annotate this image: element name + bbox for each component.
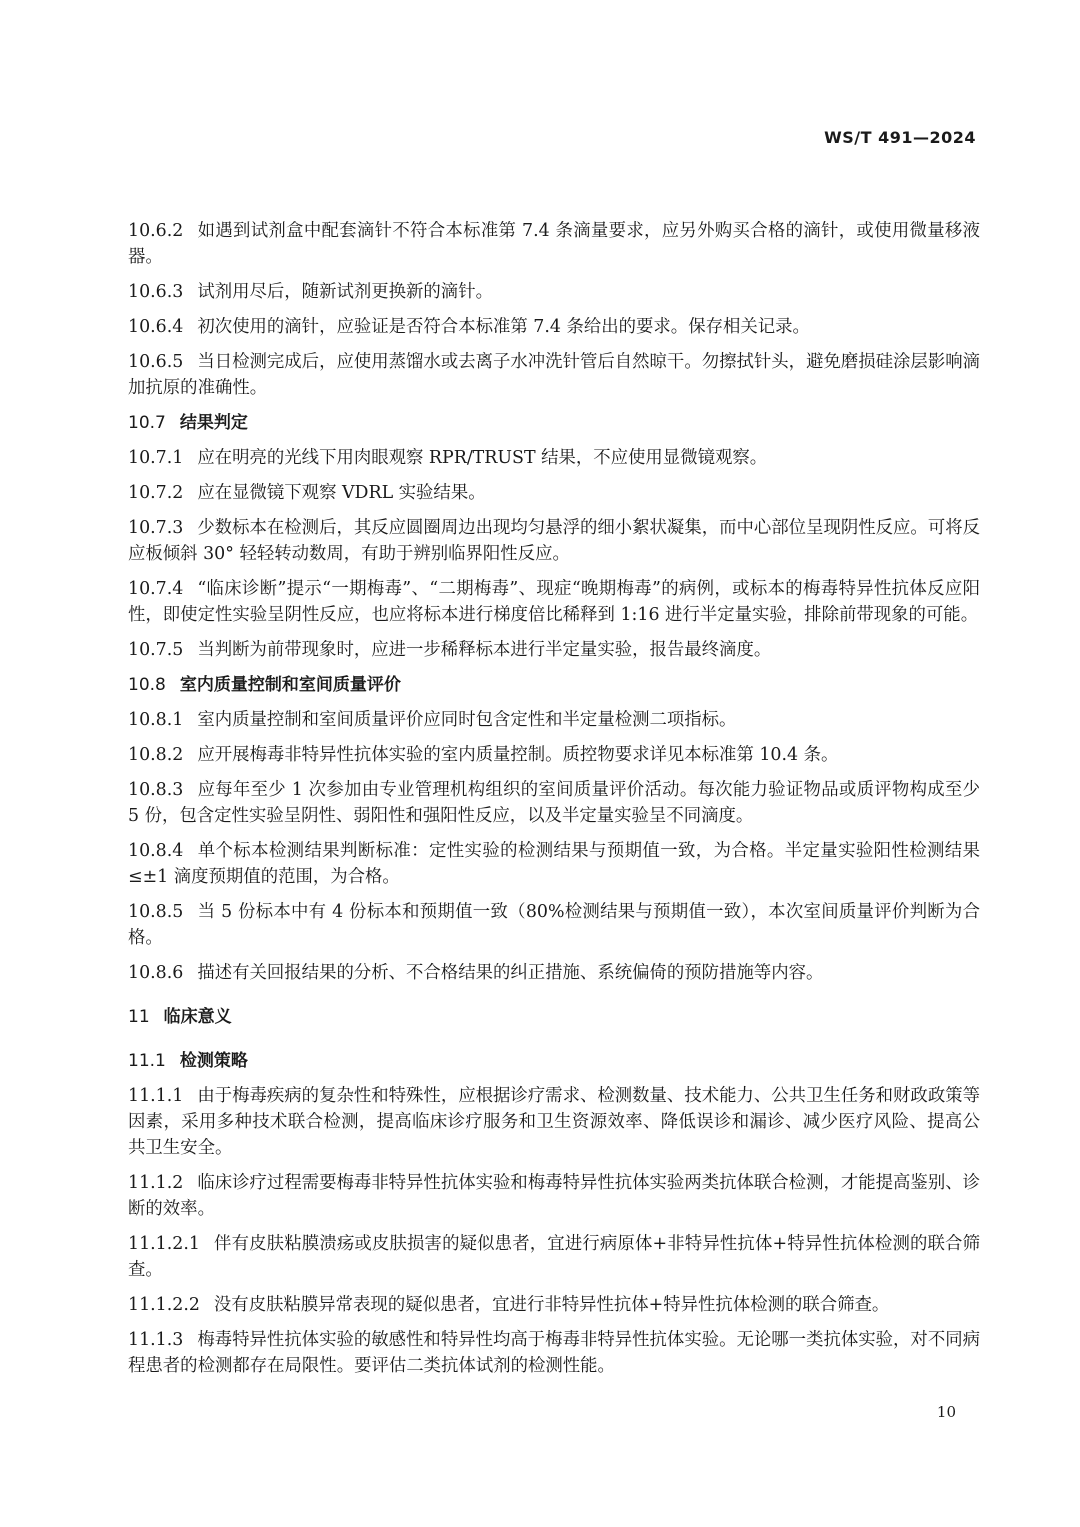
- paragraph: [128, 218, 980, 270]
- clause-text: 临床意义: [163, 1007, 232, 1027]
- clause-text: 如遇到试剂盒中配套滴针不符合本标准第 7.4 条滴量要求，应另外购买合格的滴针，或使用微量移液器。: [128, 221, 980, 267]
- clause-text: 梅毒特异性抗体实验的敏感性和特异性均高于梅毒非特异性抗体实验。无论哪一类抗体实验，对不同病程患者的检测都存在局限性。要评估二类抗体试剂的检测性能。: [128, 1330, 980, 1376]
- clause-text: 当判断为前带现象时，应进一步稀释标本进行半定量实验，报告最终滴度。: [197, 640, 772, 660]
- clause-text: 当 5 份标本中有 4 份标本和预期值一致（80%检测结果与预期值一致），本次室间质量评价判断为合格。: [128, 902, 980, 948]
- clause-number: 11.1.3: [128, 1330, 184, 1350]
- clause-number: 10.7.1: [128, 448, 184, 468]
- paragraph: [128, 314, 980, 340]
- paragraph: [128, 1170, 980, 1222]
- clause-text: 初次使用的滴针，应验证是否符合本标准第 7.4 条给出的要求。保存相关记录。: [197, 317, 810, 337]
- clause-number: 10.7: [128, 413, 166, 433]
- clause-text: 少数标本在检测后，其反应圆圈周边出现均匀悬浮的细小絮状凝集，而中心部位呈现阴性反应。可将反应板倾斜 30° 轻轻转动数周，有助于辨别临界阳性反应。: [128, 518, 980, 564]
- chapter-heading: [128, 1004, 980, 1030]
- clause-text: 应在显微镜下观察 VDRL 实验结果。: [197, 483, 486, 503]
- clause-number: 11.1.2.2: [128, 1295, 200, 1315]
- clause-number: 10.7.5: [128, 640, 184, 660]
- clause-text: 试剂用尽后，随新试剂更换新的滴针。: [197, 282, 493, 302]
- paragraph: [128, 480, 980, 506]
- clause-number: 10.6.3: [128, 282, 184, 302]
- section-heading: [128, 1048, 980, 1074]
- clause-number: 11.1.2: [128, 1173, 184, 1193]
- paragraph: [128, 515, 980, 567]
- paragraph: [128, 838, 980, 890]
- paragraph: [128, 279, 980, 305]
- clause-number: 10.8.5: [128, 902, 184, 922]
- paragraph: [128, 1327, 980, 1379]
- paragraph: [128, 742, 980, 768]
- paragraph: [128, 445, 980, 471]
- clause-text: 单个标本检测结果判断标准：定性实验的检测结果与预期值一致，为合格。半定量实验阳性检测结果≤±1 滴度预期值的范围，为合格。: [128, 841, 980, 887]
- clause-number: 10.6.2: [128, 221, 184, 241]
- clause-number: 10.8: [128, 675, 166, 695]
- paragraph: [128, 637, 980, 663]
- paragraph: [128, 1083, 980, 1161]
- paragraph: [128, 899, 980, 951]
- clause-text: 检测策略: [179, 1051, 248, 1071]
- clause-number: 10.8.3: [128, 780, 184, 800]
- clause-number: 10.8.2: [128, 745, 184, 765]
- page-number: 10: [936, 1403, 956, 1421]
- clause-number: 10.7.2: [128, 483, 184, 503]
- clause-text: 应开展梅毒非特异性抗体实验的室内质量控制。质控物要求详见本标准第 10.4 条。: [197, 745, 839, 765]
- clause-number: 10.7.3: [128, 518, 184, 538]
- clause-text: 室内质量控制和室间质量评价应同时包含定性和半定量检测二项指标。: [197, 710, 737, 730]
- section-heading: [128, 410, 980, 436]
- clause-number: 10.6.5: [128, 352, 184, 372]
- clause-text: 没有皮肤粘膜异常表现的疑似患者，宜进行非特异性抗体+特异性抗体检测的联合筛查。: [213, 1295, 890, 1315]
- document-code: WS/T 491—2024: [824, 128, 976, 147]
- clause-number: 11: [128, 1007, 150, 1027]
- paragraph: [128, 707, 980, 733]
- clause-number: 10.8.1: [128, 710, 184, 730]
- clause-text: “临床诊断”提示“一期梅毒”、“二期梅毒”、现症“晚期梅毒”的病例，或标本的梅毒特异性抗体反应阳性，即使定性实验呈阴性反应，也应将标本进行梯度倍比稀释到 1:16 进行半定量实验，排除前带现象的可能。: [128, 579, 980, 625]
- clause-text: 应在明亮的光线下用肉眼观察 RPR/TRUST 结果，不应使用显微镜观察。: [197, 448, 768, 468]
- clause-text: 室内质量控制和室间质量评价: [179, 675, 401, 695]
- clause-number: 10.8.4: [128, 841, 184, 861]
- paragraph: [128, 349, 980, 401]
- clause-number: 10.8.6: [128, 963, 184, 983]
- clause-number: 10.7.4: [128, 579, 184, 599]
- clause-number: 11.1: [128, 1051, 166, 1071]
- section-heading: [128, 672, 980, 698]
- clause-text: 描述有关回报结果的分析、不合格结果的纠正措施、系统偏倚的预防措施等内容。: [197, 963, 824, 983]
- paragraph: [128, 576, 980, 628]
- clause-number: 11.1.1: [128, 1086, 184, 1106]
- paragraph: [128, 1292, 980, 1318]
- clause-number: 10.6.4: [128, 317, 184, 337]
- clause-text: 应每年至少 1 次参加由专业管理机构组织的室间质量评价活动。每次能力验证物品或质评物构成至少 5 份，包含定性实验呈阴性、弱阳性和强阳性反应，以及半定量实验呈不同滴度。: [128, 780, 980, 826]
- paragraph: [128, 777, 980, 829]
- clause-number: 11.1.2.1: [128, 1234, 200, 1254]
- clause-text: 结果判定: [179, 413, 248, 433]
- clause-text: 临床诊疗过程需要梅毒非特异性抗体实验和梅毒特异性抗体实验两类抗体联合检测，才能提高鉴别、诊断的效率。: [128, 1173, 980, 1219]
- paragraph: [128, 1231, 980, 1283]
- document-body: [128, 218, 980, 1388]
- clause-text: 当日检测完成后，应使用蒸馏水或去离子水冲洗针管后自然晾干。勿擦拭针头，避免磨损硅涂层影响滴加抗原的准确性。: [128, 352, 980, 398]
- paragraph: [128, 960, 980, 986]
- clause-text: 伴有皮肤粘膜溃疡或皮肤损害的疑似患者，宜进行病原体+非特异性抗体+特异性抗体检测的联合筛查。: [128, 1234, 980, 1280]
- clause-text: 由于梅毒疾病的复杂性和特殊性，应根据诊疗需求、检测数量、技术能力、公共卫生任务和财政政策等因素，采用多种技术联合检测，提高临床诊疗服务和卫生资源效率、降低误诊和漏诊、减少医疗风险、提高公共卫生安全。: [128, 1086, 980, 1158]
